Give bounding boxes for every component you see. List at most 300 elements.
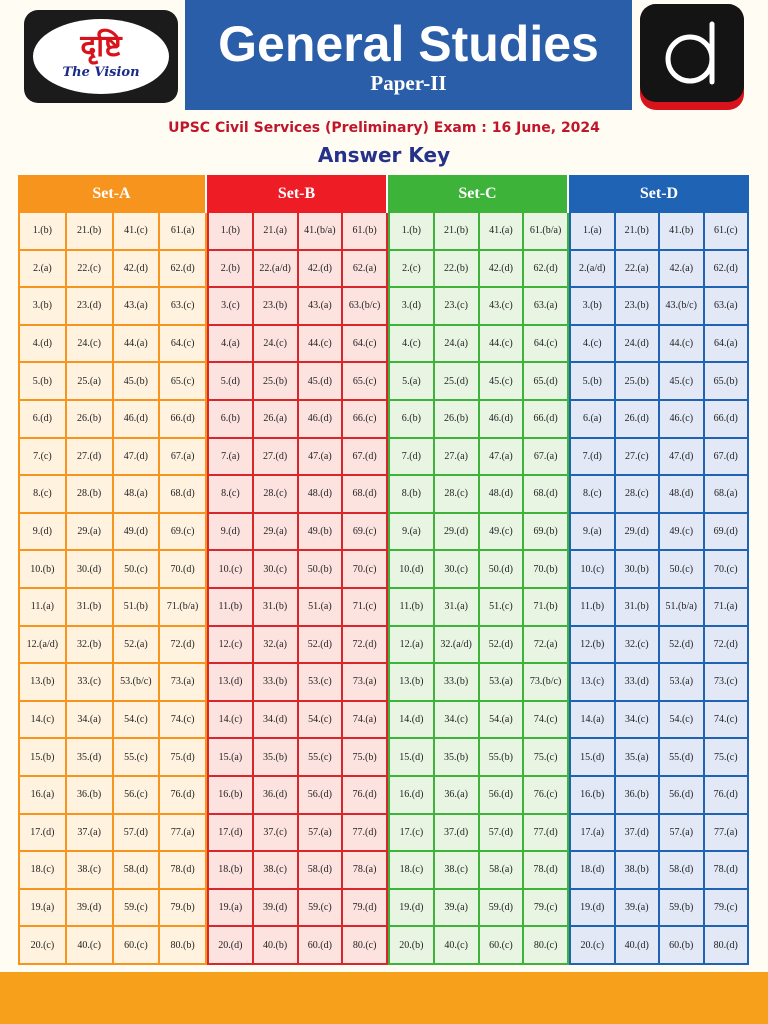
answer-cell: 76.(d) (705, 777, 750, 815)
answer-cell: 37.(d) (435, 815, 480, 853)
answer-cell: 26.(b) (67, 401, 114, 439)
answer-cell: 9.(d) (209, 514, 254, 552)
answer-cell: 54.(c) (660, 702, 705, 740)
answer-cell: 23.(c) (435, 288, 480, 326)
answer-cell: 64.(c) (343, 326, 388, 364)
table-row (571, 326, 749, 364)
answer-cell: 63.(a) (524, 288, 569, 326)
answer-cell: 64.(a) (705, 326, 750, 364)
table-row (209, 589, 388, 627)
table-row (390, 890, 569, 928)
answer-cell: 23.(b) (616, 288, 661, 326)
answer-cell: 72.(d) (160, 627, 207, 665)
table-row (390, 589, 569, 627)
answer-cell: 77.(d) (524, 815, 569, 853)
table-row (571, 439, 749, 477)
answer-cell: 69.(d) (705, 514, 750, 552)
table-row (20, 927, 207, 965)
answer-cell: 24.(c) (254, 326, 299, 364)
answer-cell: 43.(c) (480, 288, 525, 326)
answer-cell: 41.(a) (480, 213, 525, 251)
answer-cell: 50.(c) (660, 551, 705, 589)
answer-cell: 6.(b) (209, 401, 254, 439)
answer-cell: 11.(b) (571, 589, 616, 627)
answer-cell: 40.(c) (67, 927, 114, 965)
answer-cell: 35.(b) (254, 739, 299, 777)
answer-cell: 21.(a) (254, 213, 299, 251)
table-row (390, 551, 569, 589)
table-row (209, 326, 388, 364)
answer-cell: 34.(d) (254, 702, 299, 740)
table-row (571, 702, 749, 740)
table-row (20, 288, 207, 326)
answer-cell: 20.(b) (390, 927, 435, 965)
table-row (20, 589, 207, 627)
answer-cell: 15.(b) (20, 739, 67, 777)
answer-cell: 69.(c) (160, 514, 207, 552)
answer-cell: 67.(a) (524, 439, 569, 477)
answer-cell: 59.(c) (114, 890, 161, 928)
table-row (390, 815, 569, 853)
set-column-set-d (569, 175, 749, 965)
answer-cell: 14.(a) (571, 702, 616, 740)
exam-info: UPSC Civil Services (Preliminary) Exam : 16 June, 2024 (168, 120, 600, 136)
answer-cell: 78.(d) (705, 852, 750, 890)
table-row (20, 627, 207, 665)
answer-cell: 38.(c) (435, 852, 480, 890)
answer-cell: 56.(d) (299, 777, 344, 815)
answer-cell: 7.(c) (20, 439, 67, 477)
answer-cell: 74.(a) (343, 702, 388, 740)
answer-cell: 71.(c) (343, 589, 388, 627)
answer-cell: 2.(b) (209, 251, 254, 289)
table-row (20, 401, 207, 439)
table-row (20, 326, 207, 364)
answer-cell: 37.(c) (254, 815, 299, 853)
answer-cell: 34.(c) (435, 702, 480, 740)
answer-cell: 13.(b) (390, 664, 435, 702)
answer-cell: 28.(b) (67, 476, 114, 514)
answer-cell: 44.(c) (660, 326, 705, 364)
answer-cell: 22.(b) (435, 251, 480, 289)
answer-cell: 48.(d) (480, 476, 525, 514)
answer-cell: 42.(a) (660, 251, 705, 289)
answer-cell: 63.(c) (160, 288, 207, 326)
answer-cell: 49.(c) (660, 514, 705, 552)
logo-oval (33, 19, 169, 94)
answer-cell: 70.(b) (524, 551, 569, 589)
answer-cell: 32.(c) (616, 627, 661, 665)
answer-cell: 44.(c) (299, 326, 344, 364)
answer-cell: 26.(d) (616, 401, 661, 439)
answer-cell: 77.(d) (343, 815, 388, 853)
answer-cell: 68.(d) (343, 476, 388, 514)
answer-cell: 7.(d) (390, 439, 435, 477)
answer-cell: 41.(b) (660, 213, 705, 251)
answer-cell: 25.(b) (616, 363, 661, 401)
answer-cell: 42.(d) (480, 251, 525, 289)
answer-cell: 51.(b/a) (660, 589, 705, 627)
answer-cell: 32.(a) (254, 627, 299, 665)
answer-cell: 1.(b) (20, 213, 67, 251)
answer-cell: 10.(b) (20, 551, 67, 589)
answer-cell: 53.(a) (480, 664, 525, 702)
answer-cell: 74.(c) (524, 702, 569, 740)
app-logo-inner (640, 4, 744, 102)
answer-cell: 66.(d) (524, 401, 569, 439)
answer-cell: 79.(c) (524, 890, 569, 928)
answer-cell: 13.(d) (209, 664, 254, 702)
table-row (390, 777, 569, 815)
set-answers (388, 213, 569, 965)
answer-cell: 4.(d) (20, 326, 67, 364)
answer-cell: 70.(c) (343, 551, 388, 589)
answer-cell: 20.(c) (20, 927, 67, 965)
answer-cell: 43.(a) (114, 288, 161, 326)
answer-cell: 68.(d) (524, 476, 569, 514)
answer-cell: 70.(d) (160, 551, 207, 589)
answer-cell: 76.(c) (524, 777, 569, 815)
table-row (571, 589, 749, 627)
answer-cell: 65.(d) (524, 363, 569, 401)
answer-cell: 21.(b) (67, 213, 114, 251)
answer-cell: 42.(d) (114, 251, 161, 289)
table-row (20, 702, 207, 740)
table-row (390, 739, 569, 777)
table-row (209, 852, 388, 890)
answer-cell: 53.(a) (660, 664, 705, 702)
answer-cell: 73.(b/c) (524, 664, 569, 702)
answer-cell: 36.(b) (616, 777, 661, 815)
table-row (571, 777, 749, 815)
answer-cell: 59.(c) (299, 890, 344, 928)
answer-cell: 34.(a) (67, 702, 114, 740)
table-row (209, 401, 388, 439)
answer-cell: 45.(c) (660, 363, 705, 401)
answer-cell: 24.(d) (616, 326, 661, 364)
answer-cell: 21.(b) (435, 213, 480, 251)
answer-cell: 30.(c) (435, 551, 480, 589)
footer-bar (0, 972, 768, 1024)
table-row (390, 326, 569, 364)
answer-cell: 57.(d) (480, 815, 525, 853)
answer-cell: 51.(c) (480, 589, 525, 627)
table-row (571, 401, 749, 439)
answer-cell: 36.(a) (435, 777, 480, 815)
answer-cell: 17.(a) (571, 815, 616, 853)
answer-cell: 63.(b/c) (343, 288, 388, 326)
answer-cell: 8.(b) (390, 476, 435, 514)
answer-cell: 57.(d) (114, 815, 161, 853)
answer-cell: 14.(c) (209, 702, 254, 740)
answer-cell: 54.(a) (480, 702, 525, 740)
answer-cell: 75.(c) (524, 739, 569, 777)
answer-cell: 17.(d) (20, 815, 67, 853)
answer-cell: 64.(c) (524, 326, 569, 364)
answer-cell: 27.(c) (616, 439, 661, 477)
answer-cell: 28.(c) (435, 476, 480, 514)
table-row (390, 213, 569, 251)
answer-cell: 61.(b) (343, 213, 388, 251)
answer-cell: 35.(a) (616, 739, 661, 777)
answer-cell: 20.(c) (571, 927, 616, 965)
answer-cell: 38.(b) (616, 852, 661, 890)
table-row (209, 777, 388, 815)
table-row (209, 664, 388, 702)
answer-cell: 31.(a) (435, 589, 480, 627)
answer-cell: 17.(c) (390, 815, 435, 853)
answer-cell: 3.(d) (390, 288, 435, 326)
table-row (209, 514, 388, 552)
answer-cell: 75.(d) (160, 739, 207, 777)
answer-cell: 30.(b) (616, 551, 661, 589)
answer-cell: 44.(a) (114, 326, 161, 364)
answer-cell: 1.(b) (390, 213, 435, 251)
answer-cell: 48.(d) (660, 476, 705, 514)
answer-cell: 65.(c) (343, 363, 388, 401)
answer-cell: 54.(c) (299, 702, 344, 740)
answer-cell: 66.(c) (343, 401, 388, 439)
answer-cell: 19.(d) (390, 890, 435, 928)
answer-cell: 56.(d) (480, 777, 525, 815)
answer-cell: 1.(b) (209, 213, 254, 251)
answer-cell: 52.(d) (660, 627, 705, 665)
answer-cell: 6.(d) (20, 401, 67, 439)
table-row (209, 627, 388, 665)
answer-cell: 52.(d) (299, 627, 344, 665)
drishti-logo (24, 10, 178, 103)
answer-cell: 2.(c) (390, 251, 435, 289)
table-row (20, 251, 207, 289)
answer-cell: 73.(a) (160, 664, 207, 702)
answer-cell: 58.(d) (660, 852, 705, 890)
answer-cell: 80.(c) (524, 927, 569, 965)
answer-cell: 47.(a) (480, 439, 525, 477)
table-row (20, 890, 207, 928)
answer-cell: 56.(d) (660, 777, 705, 815)
answer-cell: 33.(b) (254, 664, 299, 702)
answer-cell: 14.(c) (20, 702, 67, 740)
answer-cell: 33.(d) (616, 664, 661, 702)
answer-cell: 31.(b) (67, 589, 114, 627)
answer-cell: 4.(c) (571, 326, 616, 364)
answer-cell: 47.(d) (660, 439, 705, 477)
answer-cell: 22.(c) (67, 251, 114, 289)
answer-cell: 25.(a) (67, 363, 114, 401)
answer-cell: 39.(a) (435, 890, 480, 928)
answer-cell: 60.(c) (480, 927, 525, 965)
answer-cell: 80.(b) (160, 927, 207, 965)
answer-cell: 4.(c) (390, 326, 435, 364)
answer-cell: 71.(b) (524, 589, 569, 627)
answer-cell: 69.(b) (524, 514, 569, 552)
table-row (571, 664, 749, 702)
table-row (390, 927, 569, 965)
table-row (390, 476, 569, 514)
table-row (390, 251, 569, 289)
answer-cell: 1.(a) (571, 213, 616, 251)
table-row (571, 739, 749, 777)
answer-cell: 32.(a/d) (435, 627, 480, 665)
answer-cell: 5.(d) (209, 363, 254, 401)
answer-cell: 4.(a) (209, 326, 254, 364)
answer-cell: 9.(d) (20, 514, 67, 552)
answer-cell: 45.(c) (480, 363, 525, 401)
answer-cell: 48.(d) (299, 476, 344, 514)
answer-cell: 39.(a) (616, 890, 661, 928)
answer-cell: 62.(d) (524, 251, 569, 289)
answer-cell: 30.(d) (67, 551, 114, 589)
table-row (209, 476, 388, 514)
answer-cell: 16.(d) (390, 777, 435, 815)
answer-cell: 69.(c) (343, 514, 388, 552)
answer-cell: 9.(a) (571, 514, 616, 552)
answer-cell: 7.(d) (571, 439, 616, 477)
answer-cell: 61.(c) (705, 213, 750, 251)
table-row (20, 514, 207, 552)
answer-cell: 18.(c) (20, 852, 67, 890)
answer-cell: 56.(c) (114, 777, 161, 815)
answer-cell: 51.(a) (299, 589, 344, 627)
answer-cell: 42.(d) (299, 251, 344, 289)
answer-cell: 49.(c) (480, 514, 525, 552)
answer-cell: 70.(c) (705, 551, 750, 589)
answer-cell: 46.(d) (299, 401, 344, 439)
answer-cell: 5.(b) (571, 363, 616, 401)
answer-cell: 24.(a) (435, 326, 480, 364)
table-row (209, 927, 388, 965)
answer-cell: 8.(c) (571, 476, 616, 514)
answer-cell: 61.(a) (160, 213, 207, 251)
page-title: General Studies (218, 16, 599, 72)
answer-cell: 5.(a) (390, 363, 435, 401)
set-column-set-c (388, 175, 569, 965)
answer-cell: 35.(b) (435, 739, 480, 777)
answer-cell: 45.(d) (299, 363, 344, 401)
answer-cell: 15.(a) (209, 739, 254, 777)
answer-cell: 3.(c) (209, 288, 254, 326)
answer-cell: 60.(d) (299, 927, 344, 965)
answer-cell: 25.(b) (254, 363, 299, 401)
table-row (571, 213, 749, 251)
answer-cell: 19.(a) (209, 890, 254, 928)
answer-cell: 17.(d) (209, 815, 254, 853)
answer-cell: 26.(a) (254, 401, 299, 439)
answer-cell: 72.(d) (705, 627, 750, 665)
answer-cell: 29.(a) (67, 514, 114, 552)
table-row (390, 514, 569, 552)
answer-cell: 55.(c) (114, 739, 161, 777)
answer-cell: 15.(d) (390, 739, 435, 777)
answer-cell: 3.(b) (571, 288, 616, 326)
answer-cell: 19.(a) (20, 890, 67, 928)
answer-cell: 47.(d) (114, 439, 161, 477)
answer-cell: 67.(a) (160, 439, 207, 477)
answer-cell: 10.(c) (209, 551, 254, 589)
answer-cell: 52.(a) (114, 627, 161, 665)
answer-cell: 36.(d) (254, 777, 299, 815)
table-row (20, 439, 207, 477)
answer-cell: 57.(a) (299, 815, 344, 853)
answer-cell: 22.(a) (616, 251, 661, 289)
answer-cell: 68.(d) (160, 476, 207, 514)
answer-cell: 14.(d) (390, 702, 435, 740)
answer-cell: 37.(d) (616, 815, 661, 853)
table-row (571, 852, 749, 890)
table-row (390, 852, 569, 890)
answer-cell: 76.(d) (343, 777, 388, 815)
answer-cell: 16.(b) (571, 777, 616, 815)
answer-cell: 72.(d) (343, 627, 388, 665)
table-row (571, 514, 749, 552)
answer-cell: 66.(d) (705, 401, 750, 439)
answer-cell: 78.(a) (343, 852, 388, 890)
answer-cell: 43.(a) (299, 288, 344, 326)
answer-cell: 67.(d) (705, 439, 750, 477)
answer-cell: 57.(a) (660, 815, 705, 853)
answer-cell: 29.(d) (435, 514, 480, 552)
answer-cell: 50.(b) (299, 551, 344, 589)
answer-cell: 27.(d) (254, 439, 299, 477)
answer-cell: 77.(a) (705, 815, 750, 853)
answer-cell: 50.(c) (114, 551, 161, 589)
table-row (209, 363, 388, 401)
answer-cell: 13.(b) (20, 664, 67, 702)
answer-cell: 39.(d) (67, 890, 114, 928)
set-column-set-b (207, 175, 388, 965)
answer-cell: 8.(c) (209, 476, 254, 514)
table-row (20, 852, 207, 890)
table-row (209, 288, 388, 326)
table-row (571, 363, 749, 401)
table-row (571, 815, 749, 853)
table-row (209, 890, 388, 928)
answer-cell: 12.(b) (571, 627, 616, 665)
answer-cell: 25.(d) (435, 363, 480, 401)
answer-cell: 29.(d) (616, 514, 661, 552)
answer-cell: 73.(a) (343, 664, 388, 702)
answer-cell: 67.(d) (343, 439, 388, 477)
answer-cell: 66.(d) (160, 401, 207, 439)
answer-cell: 72.(a) (524, 627, 569, 665)
answer-cell: 68.(a) (705, 476, 750, 514)
table-row (571, 476, 749, 514)
answer-cell: 11.(b) (209, 589, 254, 627)
answer-cell: 51.(b) (114, 589, 161, 627)
page-subtitle: Paper-II (370, 71, 447, 95)
set-answers (569, 213, 749, 965)
answer-cell: 26.(b) (435, 401, 480, 439)
answer-cell: 79.(d) (343, 890, 388, 928)
set-header: Set-D (569, 175, 749, 213)
answer-cell: 50.(d) (480, 551, 525, 589)
answer-cell: 10.(c) (571, 551, 616, 589)
answer-cell: 20.(d) (209, 927, 254, 965)
answer-cell: 79.(b) (160, 890, 207, 928)
d-letter-icon (640, 4, 744, 102)
answer-cell: 77.(a) (160, 815, 207, 853)
answer-cell: 53.(b/c) (114, 664, 161, 702)
answer-key-heading: Answer Key (317, 143, 451, 167)
set-header: Set-B (207, 175, 388, 213)
table-row (20, 551, 207, 589)
answer-cell: 36.(b) (67, 777, 114, 815)
answer-cell: 58.(d) (299, 852, 344, 890)
set-header: Set-A (18, 175, 207, 213)
answer-cell: 33.(c) (67, 664, 114, 702)
answer-cell: 18.(b) (209, 852, 254, 890)
answer-cell: 63.(a) (705, 288, 750, 326)
